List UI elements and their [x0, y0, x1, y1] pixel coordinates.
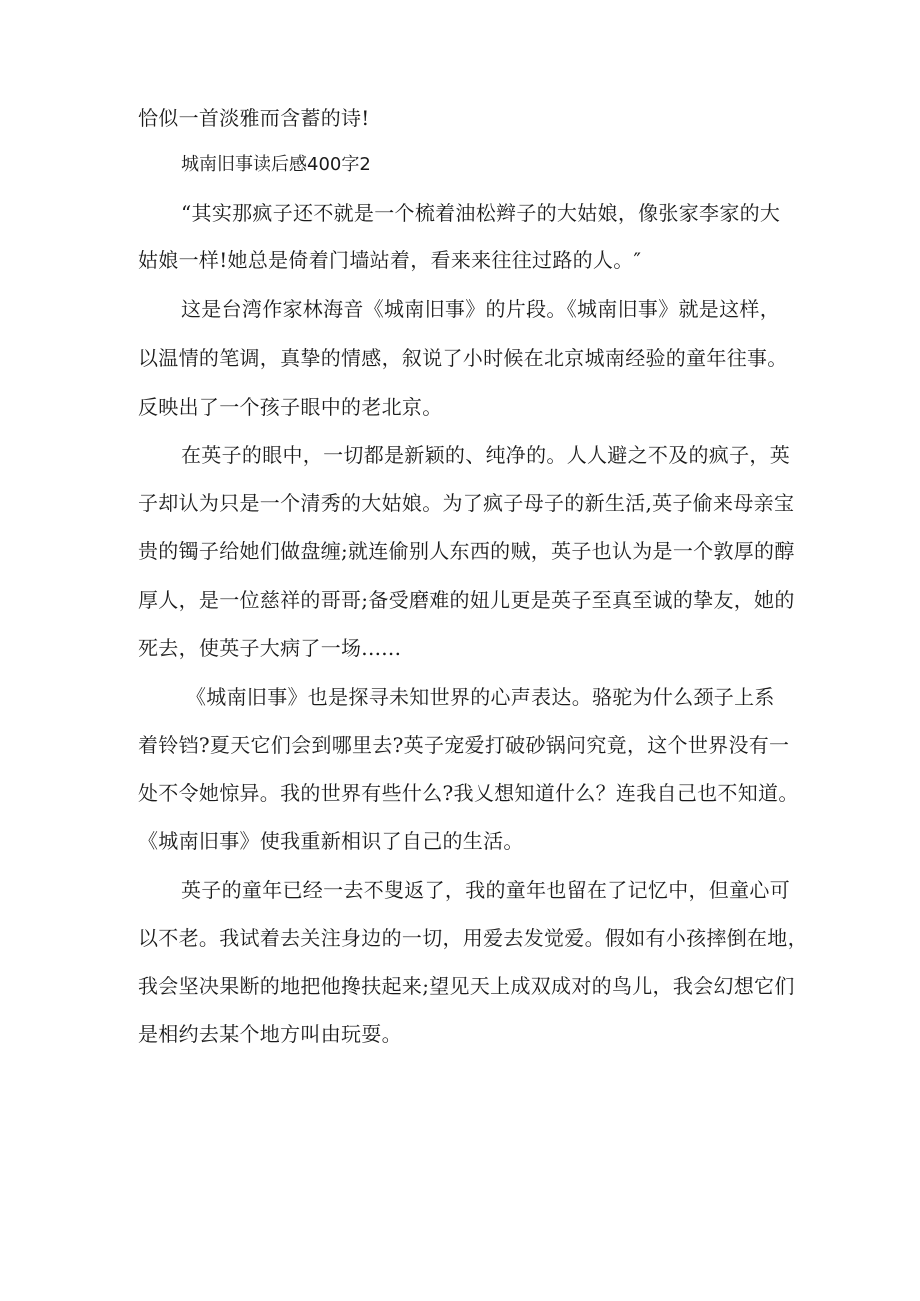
text-line-17: 英子的童年已经一去不叟返了，我的童年也留在了记忆中，但童心可 [181, 878, 790, 902]
text-line-4: 姑娘一样!她总是倚着门墙站着，看来来往往过路的人。″ [138, 248, 642, 272]
text-line-16: 《城南旧事》使我重新相识了自己的生活。 [138, 829, 524, 853]
text-line-18: 以不老。我试着去关注身边的一切，用爱去发觉爱。假如有小孩摔倒在地， [138, 926, 808, 950]
text-line-15: 处不令她惊异。我的世界有些什么?我乂想知道什么？连我自己也不知道。 [138, 781, 799, 805]
text-line-1: 恰似一首淡雅而含蓄的诗! [138, 106, 370, 130]
text-line-5: 这是台湾作家林海音《城南旧事》的片段。《城南旧事》就是这样， [181, 297, 780, 321]
text-line-13: 《城南旧事》也是探寻未知世界的心声表达。骆驼为什么颈子上系 [186, 685, 775, 709]
text-line-3: “其实那疯子还不就是一个梳着油松辫子的大姑娘，像张家李家的大 [181, 201, 781, 225]
text-line-9: 子却认为只是一个清秀的大姑娘。为了疯子母子的新生活,英子偷来母亲宝 [138, 491, 795, 515]
text-line-11: 厚人，是一位慈祥的哥哥;备受磨难的妞儿更是英子至真至诚的挚友，她的 [138, 588, 795, 612]
text-line-10: 贵的镯子给她们做盘缠;就连偷别人东西的贼，英子也认为是一个敦厚的醇 [138, 539, 795, 563]
text-line-6: 以温情的笔调，真挚的情感，叙说了小时候在北京城南经验的童年往事。 [138, 346, 788, 370]
text-line-14: 着铃铛?夏天它们会到哪里去?英子宠爱打破砂锅问究竟，这个世界没有一 [138, 733, 790, 757]
text-line-19: 我会坚决果断的地把他搀扶起来;望见天上成双成对的鸟儿，我会幻想它们 [138, 974, 795, 998]
text-line-12: 死去，使英子大病了一场...... [138, 636, 402, 660]
text-line-20: 是相约去某个地方叫由玩耍。 [138, 1022, 402, 1046]
text-line-7: 反映出了一个孩子眼中的老北京。 [138, 395, 443, 419]
section-heading: 城南旧事读后感400字2 [181, 154, 371, 175]
text-line-8: 在英子的眼中，一切都是新颖的、纯净的。人人避之不及的疯子，英 [181, 443, 790, 467]
